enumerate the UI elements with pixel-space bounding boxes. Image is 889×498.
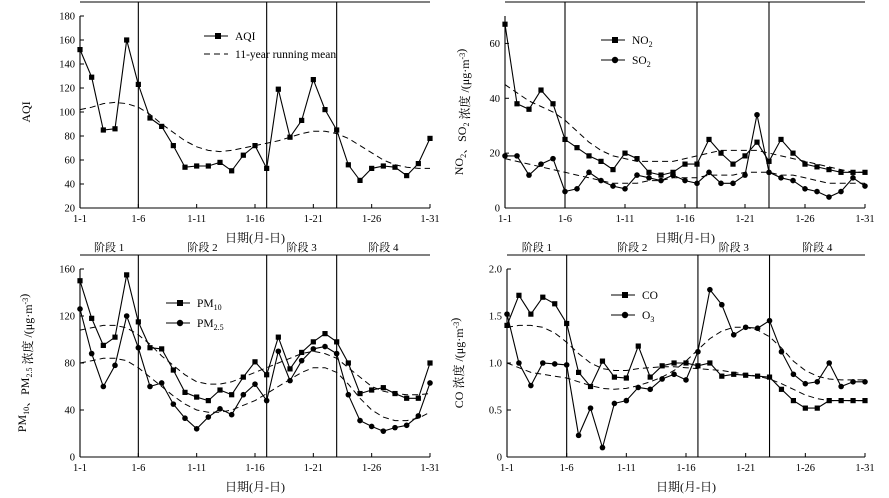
svg-text:阶段 3 [287,0,318,1]
svg-text:阶段 4 [368,0,399,1]
svg-text:1-1: 1-1 [73,214,87,225]
svg-text:阶段 2 [616,0,646,1]
panel-aqi [0,0,445,249]
panel-pm-svg [0,242,445,498]
svg-text:1-16: 1-16 [245,463,265,474]
svg-text:1-6: 1-6 [558,214,572,225]
svg-text:1-11: 1-11 [615,214,635,225]
svg-text:阶段 2: 阶段 2 [617,242,648,254]
svg-text:阶段 4 [802,0,833,1]
svg-text:0: 0 [496,452,502,464]
svg-text:阶段 3 [718,0,749,1]
svg-text:80: 80 [64,358,75,370]
svg-text:CO: CO [642,290,658,302]
svg-text:1-6: 1-6 [559,463,574,474]
svg-text:1-21: 1-21 [735,214,755,225]
svg-text:NO2: $NO_2$ [632,35,653,49]
svg-text:1-16: 1-16 [675,214,695,225]
svg-text:SO2: $SO_2$ [632,55,651,69]
svg-text:180: 180 [59,11,75,23]
svg-text:日期(月-日): 日期(月-日) [655,231,715,245]
svg-text:40: 40 [64,179,75,191]
svg-text:CO 浓度 /(μg·m-3): CO 浓度 $/(\mu g\cdot m^{-3})$ [448,317,466,409]
svg-text:160: 160 [59,35,75,47]
svg-text:1-31: 1-31 [420,214,440,225]
panel-coo3-svg [445,242,889,498]
svg-text:1.5: 1.5 [488,311,502,323]
svg-text:1.0: 1.0 [488,358,502,370]
svg-text:1-26: 1-26 [795,463,815,474]
svg-text:AQI: AQI [235,31,256,43]
svg-text:1-16: 1-16 [676,463,696,474]
svg-text:1-1: 1-1 [498,214,512,225]
svg-text:60: 60 [64,155,75,167]
svg-text:1-26: 1-26 [795,214,815,225]
svg-text:100: 100 [59,107,75,119]
svg-text:140: 140 [59,59,75,71]
svg-text:1-26: 1-26 [362,463,382,474]
svg-text:阶段 3: 阶段 3 [286,242,317,254]
svg-text:阶段 2: 阶段 2 [187,242,218,254]
svg-text:NO2、SO2 浓度 /(μg·m-3): $NO_2$、$SO_2$ 浓度 $/(\mu g\cdot m^{-3})$ [452,48,472,176]
svg-text:80: 80 [64,131,75,143]
svg-text:O3: $O_3$ [642,310,655,324]
svg-text:PM10、PM2.5 浓度 /(μg·m-3): $PM_{10}$、$PM_{2.5}$ 浓度 $/(\mu g\cdot m^{-3})$ [15,293,35,433]
svg-text:40: 40 [489,93,500,105]
svg-text:1-31: 1-31 [855,463,875,474]
svg-text:0: 0 [69,452,75,464]
svg-text:0: 0 [494,203,500,215]
svg-text:1-26: 1-26 [362,214,382,225]
svg-text:1-21: 1-21 [736,463,756,474]
panel-no2so2-svg [445,0,889,249]
svg-text:AQI: AQI [19,101,33,123]
svg-text:阶段 4: 阶段 4 [802,242,833,254]
svg-text:1-11: 1-11 [187,214,207,225]
svg-text:阶段 3: 阶段 3 [718,242,749,254]
svg-text:1-31: 1-31 [855,214,875,225]
svg-text:1-11: 1-11 [616,463,636,474]
svg-text:1-11: 1-11 [187,463,207,474]
svg-text:20: 20 [489,148,500,160]
svg-text:0.5: 0.5 [488,405,502,417]
svg-text:1-31: 1-31 [420,463,440,474]
panel-coo3 [445,242,889,498]
svg-text:120: 120 [59,311,75,323]
svg-text:日期(月-日): 日期(月-日) [225,231,285,245]
svg-text:阶段 1 [520,0,550,1]
svg-text:1-1: 1-1 [500,463,514,474]
svg-text:60: 60 [489,38,500,50]
svg-text:1-6: 1-6 [131,214,146,225]
svg-text:1-1: 1-1 [73,463,87,474]
svg-text:阶段 4: 阶段 4 [368,242,399,254]
svg-text:日期(月-日): 日期(月-日) [225,480,285,494]
panel-pm [0,242,445,498]
svg-text:PM2.5: $PM_{2.5}$ [197,318,224,332]
panel-no2so2 [445,0,889,249]
svg-text:160: 160 [59,264,75,276]
svg-text:120: 120 [59,83,75,95]
svg-text:11-year running mean: 11-year running mean [235,49,337,61]
svg-text:阶段 1: 阶段 1 [94,242,125,254]
svg-text:阶段 1 [94,0,124,1]
svg-text:1-21: 1-21 [303,214,323,225]
svg-text:1-21: 1-21 [303,463,323,474]
svg-text:20: 20 [64,203,75,215]
svg-text:2.0: 2.0 [488,264,502,276]
svg-text:PM10: $PM_{10}$ [197,298,222,312]
panel-aqi-svg [0,0,445,249]
svg-text:阶段 1: 阶段 1 [521,242,552,254]
svg-text:1-6: 1-6 [131,463,146,474]
svg-text:阶段 2 [187,0,217,1]
svg-text:40: 40 [64,405,75,417]
svg-text:1-16: 1-16 [245,214,265,225]
svg-text:日期(月-日): 日期(月-日) [656,480,716,494]
